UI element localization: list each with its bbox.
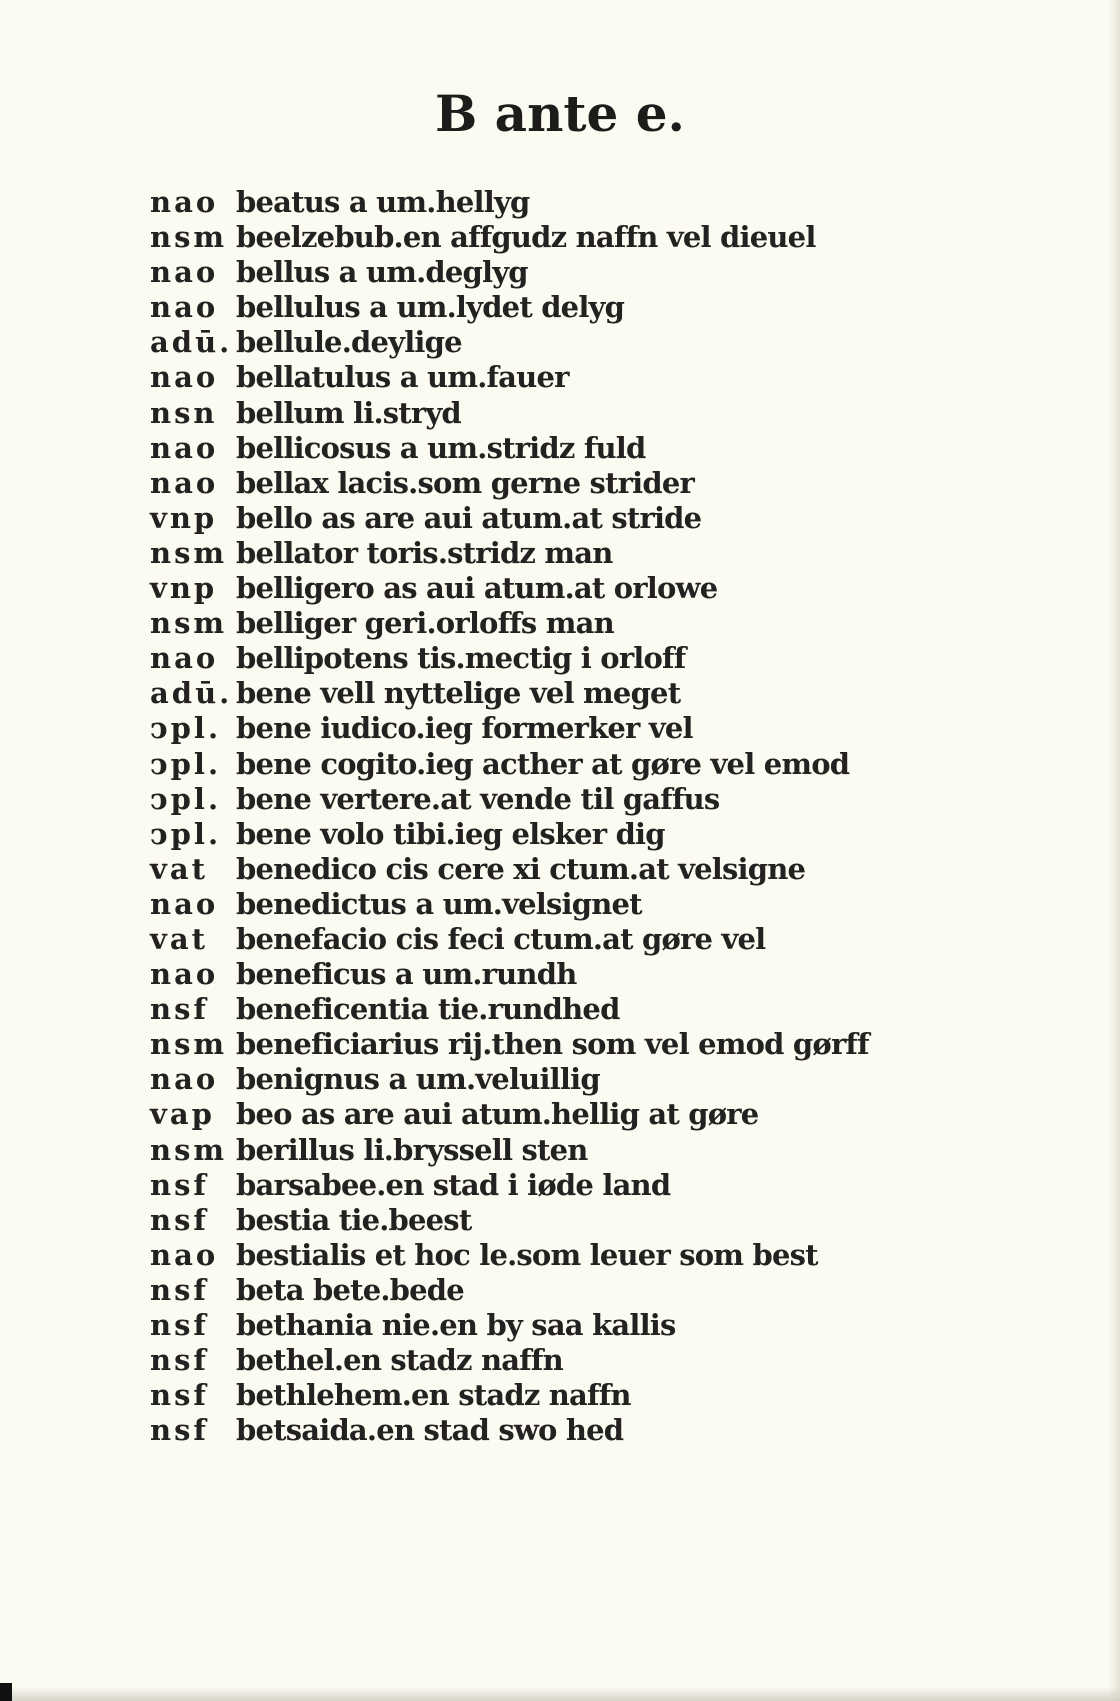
dictionary-entry — [150, 711, 970, 746]
entry-text: benignus a um.veluillig — [236, 1062, 600, 1097]
grammar-code: nsf — [150, 992, 209, 1027]
dictionary-entry — [150, 466, 970, 501]
dictionary-entry — [150, 501, 970, 536]
entry-text: bellus a um.deglyg — [236, 255, 528, 290]
grammar-code: vap — [150, 1097, 215, 1132]
entry-text: bethlehem.en stadz naffn — [236, 1378, 631, 1413]
grammar-code: nsf — [150, 1167, 209, 1202]
grammar-code: nao — [150, 465, 219, 500]
grammar-code: ↄpl. — [150, 816, 222, 851]
dictionary-entry — [150, 325, 970, 360]
grammar-code: nsf — [150, 1202, 209, 1237]
entry-text: bene iudico.ieg formerker vel — [236, 711, 693, 746]
grammar-code: nsf — [150, 1413, 209, 1448]
dictionary-entry — [150, 290, 970, 325]
entry-text: bellulus a um.lydet delyg — [236, 290, 625, 325]
dictionary-entry — [150, 852, 970, 887]
entry-text: bellicosus a um.stridz fuld — [236, 430, 646, 465]
entry-text: bene cogito.ieg acther at gøre vel emod — [236, 746, 850, 781]
entry-text: belligero as aui atum.at orlowe — [236, 571, 718, 606]
entry-text: beelzebub.en affgudz naffn vel dieuel — [236, 220, 816, 255]
dictionary-entry — [150, 1308, 970, 1343]
entry-text: betsaida.en stad swo hed — [236, 1413, 624, 1448]
entry-text: beneficiarius rij.then som vel emod gørff — [236, 1027, 869, 1062]
dictionary-entry — [150, 185, 970, 220]
entry-text: bene vertere.at vende til gaffus — [236, 781, 720, 816]
grammar-code: nao — [150, 360, 219, 395]
grammar-code: ↄpl. — [150, 781, 222, 816]
grammar-code: nao — [150, 957, 219, 992]
entry-text: bellule.deylige — [236, 325, 462, 360]
entry-text: bellax lacis.som gerne strider — [236, 465, 694, 500]
dictionary-entry — [150, 887, 970, 922]
entry-text: beatus a um.hellyg — [236, 185, 530, 219]
grammar-code: nsm — [150, 606, 228, 641]
dictionary-entry — [150, 957, 970, 992]
entry-text: bellatulus a um.fauer — [236, 360, 569, 395]
dictionary-entry — [150, 1378, 970, 1413]
dictionary-entry — [150, 1062, 970, 1097]
dictionary-entry — [150, 360, 970, 395]
grammar-code: nao — [150, 641, 219, 676]
grammar-code: nao — [150, 185, 219, 219]
grammar-code: nsf — [150, 1308, 209, 1342]
page-heading: B ante e. — [435, 84, 685, 143]
dictionary-entry — [150, 255, 970, 290]
entry-text: bellator toris.stridz man — [236, 535, 613, 570]
dictionary-entry — [150, 1238, 970, 1273]
entry-text: bestialis et hoc le.som leuer som best — [236, 1237, 818, 1272]
grammar-code: adū. — [150, 325, 233, 360]
grammar-code: nsm — [150, 1027, 228, 1062]
grammar-code: adū. — [150, 676, 233, 711]
entry-text: beneficus a um.rundh — [236, 957, 577, 992]
entry-text: benedictus a um.velsignet — [236, 886, 642, 921]
entry-text: belliger geri.orloffs man — [236, 606, 614, 641]
entry-text: bene vell nyttelige vel meget — [236, 676, 681, 711]
dictionary-entry — [150, 220, 970, 255]
dictionary-entry — [150, 396, 970, 431]
dictionary-entry-list — [150, 185, 970, 1448]
dictionary-entry — [150, 1133, 970, 1168]
page-bottom-shadow — [0, 1687, 1120, 1701]
dictionary-entry — [150, 992, 970, 1027]
dictionary-entry — [150, 1273, 970, 1308]
page-edge-shadow — [1108, 0, 1120, 1701]
dictionary-entry — [150, 747, 970, 782]
dictionary-entry — [150, 922, 970, 957]
entry-text: benedico cis cere xi ctum.at velsigne — [236, 851, 806, 886]
grammar-code: vnp — [150, 500, 218, 535]
grammar-code: vnp — [150, 571, 218, 606]
grammar-code: nsn — [150, 395, 218, 430]
entry-text: beo as are aui atum.hellig at gøre — [236, 1097, 759, 1132]
grammar-code: nsf — [150, 1343, 209, 1378]
dictionary-entry — [150, 571, 970, 606]
entry-text: bene volo tibi.ieg elsker dig — [236, 816, 665, 851]
entry-text: barsabee.en stad i iøde land — [236, 1167, 671, 1202]
scan-corner-mark — [0, 1683, 12, 1701]
grammar-code: nsf — [150, 1378, 209, 1413]
dictionary-entry — [150, 1097, 970, 1132]
entry-text: beneficentia tie.rundhed — [236, 992, 620, 1027]
grammar-code: vat — [150, 851, 209, 886]
entry-text: bethel.en stadz naffn — [236, 1343, 563, 1378]
dictionary-entry — [150, 606, 970, 641]
dictionary-entry — [150, 1203, 970, 1238]
grammar-code: nao — [150, 255, 219, 290]
entry-text: bello as are aui atum.at stride — [236, 500, 702, 535]
grammar-code: nao — [150, 1062, 219, 1097]
grammar-code: ↄpl. — [150, 746, 222, 781]
grammar-code: nsm — [150, 1132, 228, 1167]
dictionary-entry — [150, 1413, 970, 1448]
entry-text: bellipotens tis.mectig i orloff — [236, 641, 686, 676]
dictionary-entry — [150, 641, 970, 676]
grammar-code: nao — [150, 1237, 219, 1272]
dictionary-entry — [150, 536, 970, 571]
dictionary-entry — [150, 676, 970, 711]
entry-text: bellum li.stryd — [236, 395, 461, 430]
grammar-code: vat — [150, 921, 209, 956]
dictionary-entry — [150, 782, 970, 817]
grammar-code: nao — [150, 886, 219, 921]
dictionary-entry — [150, 431, 970, 466]
grammar-code: nsm — [150, 535, 228, 570]
grammar-code: nao — [150, 430, 219, 465]
entry-text: benefacio cis feci ctum.at gøre vel — [236, 921, 766, 956]
entry-text: berillus li.bryssell sten — [236, 1132, 588, 1167]
entry-text: beta bete.bede — [236, 1272, 464, 1307]
dictionary-entry — [150, 1168, 970, 1203]
grammar-code: nsf — [150, 1272, 209, 1307]
grammar-code: ↄpl. — [150, 711, 222, 746]
grammar-code: nao — [150, 290, 219, 325]
entry-text: bethania nie.en by saa kallis — [236, 1308, 676, 1342]
dictionary-entry — [150, 1027, 970, 1062]
entry-text: bestia tie.beest — [236, 1202, 472, 1237]
grammar-code: nsm — [150, 220, 228, 255]
dictionary-entry — [150, 817, 970, 852]
dictionary-entry — [150, 1343, 970, 1378]
